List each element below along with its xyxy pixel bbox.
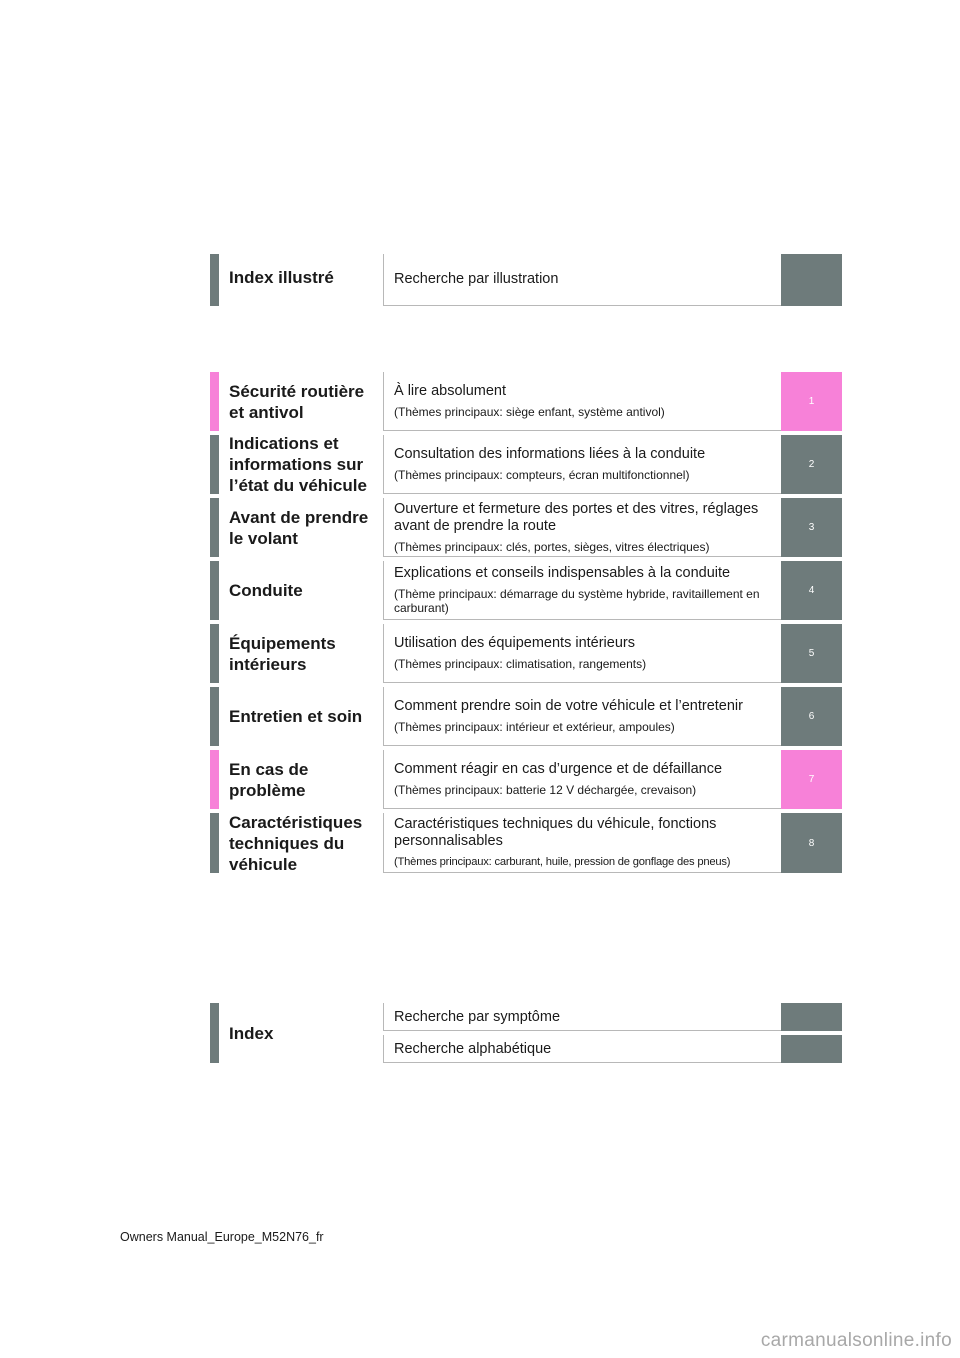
description-main: Recherche alphabétique [394,1041,552,1057]
chapter-tab[interactable]: 3 [781,498,842,557]
illustrated-index-row[interactable] [210,254,842,306]
description-main: Caractéristiques techniques du véhicule, fonctions personnalisables [394,816,717,849]
description-main: Utilisation des équipements intérieurs [394,635,635,651]
section-tab[interactable] [781,254,842,306]
chapter-title: Entretien et soin [229,707,363,726]
chapter-row-5[interactable] [210,624,842,683]
chapter-row-4[interactable] [210,561,842,620]
chapter-row-8[interactable] [210,813,842,873]
description-main: Explications et conseils indispensables à la conduite [394,565,731,581]
chapter-tab[interactable]: 5 [781,624,842,683]
chapter-row-2[interactable] [210,435,842,494]
description-sub: (Thèmes principaux: siège enfant, système antivol) [394,405,665,419]
chapter-tab[interactable]: 2 [781,435,842,494]
index-symptom-row[interactable] [210,1003,842,1031]
chapter-tab[interactable]: 1 [781,372,842,431]
description-sub: (Thèmes principaux: climatisation, rangements) [394,657,647,671]
chapter-title: Caractéristiques techniques du véhicule [229,812,363,874]
chapter-description [383,750,781,809]
description-main: Consultation des informations liées à la conduite [394,446,706,462]
chapter-title: Équipements intérieurs [229,633,336,674]
chapter-description [383,624,781,683]
chapter-description [383,687,781,746]
description-main: À lire absolument [394,383,507,399]
section-description [383,254,781,306]
chapter-title: Conduite [229,581,303,600]
chapter-description [383,813,781,873]
description-main: Recherche par illustration [394,271,559,287]
section-bar [210,561,219,620]
section-bar [210,435,219,494]
chapter-row-7[interactable] [210,750,842,809]
description-main: Comment prendre soin de votre véhicule et l’entretenir [394,698,743,714]
description-sub: (Thèmes principaux: intérieur et extérieur, ampoules) [394,720,675,734]
index-symptom-tab[interactable] [781,1003,842,1031]
description-sub: (Thèmes principaux: carburant, huile, pression de gonflage des pneus) [394,856,731,868]
footer-text: Owners Manual_Europe_M52N76_fr [120,1230,324,1244]
description-sub: (Thèmes principaux: clés, portes, sièges, vitres électriques) [394,539,710,554]
chapter-tab[interactable]: 8 [781,813,842,873]
chapter-description [383,435,781,494]
chapter-title: Indications et informations sur l’état du véhicule [229,434,367,495]
chapter-description [383,561,781,620]
index-alphabetical-tab[interactable] [781,1035,842,1063]
chapter-row-3[interactable] [210,498,842,557]
chapter-title: En cas de problème [229,759,309,800]
index-symptom-description [383,1003,781,1031]
chapter-tab[interactable]: 7 [781,750,842,809]
chapter-row-6[interactable] [210,687,842,746]
section-bar [210,687,219,746]
index-title: Index [229,1023,274,1043]
chapter-tab[interactable]: 4 [781,561,842,620]
chapter-title: Avant de prendre le volant [229,507,369,548]
chapter-description [383,498,781,557]
section-bar [210,498,219,557]
index-alphabetical-description [383,1035,781,1063]
description-main: Ouverture et fermeture des portes et des vitres, réglages avant de prendre la route [394,500,759,534]
description-sub: (Thèmes principaux: batterie 12 V déchargée, crevaison) [394,783,697,797]
watermark: carmanualsonline.info [760,1330,952,1351]
chapter-title: Sécurité routière et antivol [229,381,365,422]
description-main: Comment réagir en cas d’urgence et de défaillance [394,761,723,777]
section-bar [210,254,219,306]
chapter-row-1[interactable] [210,372,842,431]
section-bar [210,813,219,873]
description-main: Recherche par symptôme [394,1009,561,1025]
chapter-description [383,372,781,431]
section-bar [210,372,219,431]
section-bar [210,624,219,683]
chapter-tab[interactable]: 6 [781,687,842,746]
description-sub: (Thèmes principaux: compteurs, écran multifonctionnel) [394,468,690,482]
section-title: Index illustré [229,268,334,287]
description-sub: (Thème principaux: démarrage du système hybride, ravitaillement en carburant) [394,587,760,615]
index-alphabetical-row[interactable] [210,1035,842,1063]
section-bar [210,750,219,809]
